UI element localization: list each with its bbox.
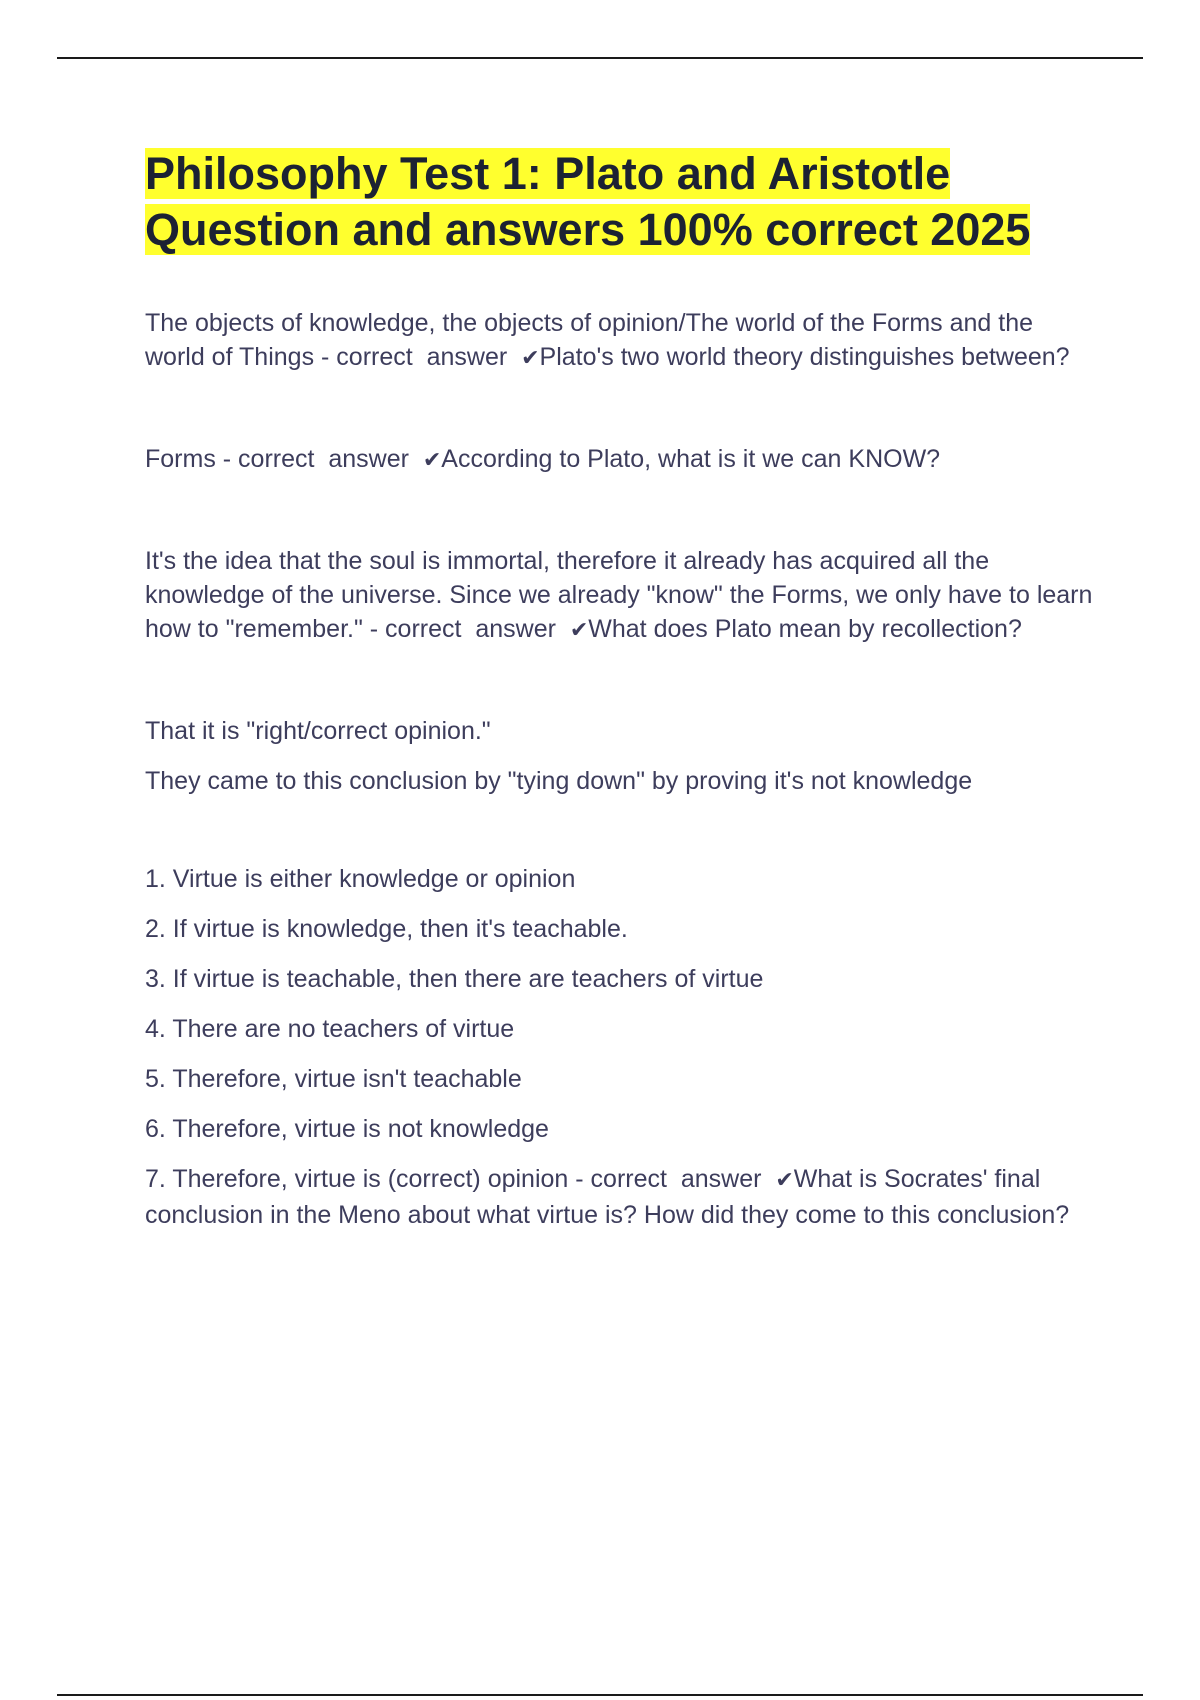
meno-argument-steps (145, 862, 1095, 1232)
document-body (145, 146, 1095, 1248)
list-item: 5. Therefore, virtue isn't teachable (145, 1065, 522, 1093)
answer-text: It's the idea that the soul is immortal, therefore it already has acquired all the knowledge of the universe. Since we already "know" the Forms, we only have to learn how to "remember." (145, 547, 1093, 643)
answer-separator: - correct answer (314, 343, 522, 371)
bottom-rule (57, 1694, 1143, 1696)
final-step-text: 7. Therefore, virtue is (correct) opinion (145, 1165, 569, 1193)
question-text: According to Plato, what is it we can KNOW? (441, 445, 941, 473)
title-highlight: Philosophy Test 1: Plato and Aristotle Question and answers 100% correct 2025 (145, 148, 1031, 255)
list-item: 2. If virtue is knowledge, then it's teachable. (145, 915, 628, 943)
list-item-final (145, 1162, 1095, 1232)
meno-answer-line-1: That it is "right/correct opinion." (145, 717, 491, 745)
check-icon: ✔ (569, 618, 589, 643)
answer-separator: - correct answer (215, 445, 423, 473)
top-rule (57, 57, 1143, 59)
meno-answer-line-2: They came to this conclusion by "tying down" by proving it's not knowledge (145, 767, 973, 795)
question-text: Plato's two world theory distinguishes between? (539, 343, 1070, 371)
document-title (145, 146, 1095, 258)
check-icon: ✔ (422, 448, 442, 473)
answer-separator: - correct answer (362, 615, 570, 643)
qa-entry-3 (145, 544, 1095, 648)
question-text: What is Socrates' final conclusion in the Meno about what virtue is? How did they come to this conclusion? (145, 1165, 1070, 1229)
list-item: 6. Therefore, virtue is not knowledge (145, 1115, 549, 1143)
list-item: 4. There are no teachers of virtue (145, 1015, 515, 1043)
question-text: What does Plato mean by recollection? (588, 615, 1022, 643)
answer-text: Forms (145, 445, 216, 473)
list-item: 1. Virtue is either knowledge or opinion (145, 865, 576, 893)
qa-entry-1 (145, 306, 1095, 376)
qa-entry-2 (145, 442, 1095, 478)
answer-separator: - correct answer (568, 1165, 776, 1193)
check-icon: ✔ (775, 1168, 794, 1193)
answer-text: The objects of knowledge, the objects of opinion/The world of the Forms and the world of Things (145, 309, 1034, 371)
check-icon: ✔ (521, 346, 540, 371)
list-item: 3. If virtue is teachable, then there are teachers of virtue (145, 965, 764, 993)
